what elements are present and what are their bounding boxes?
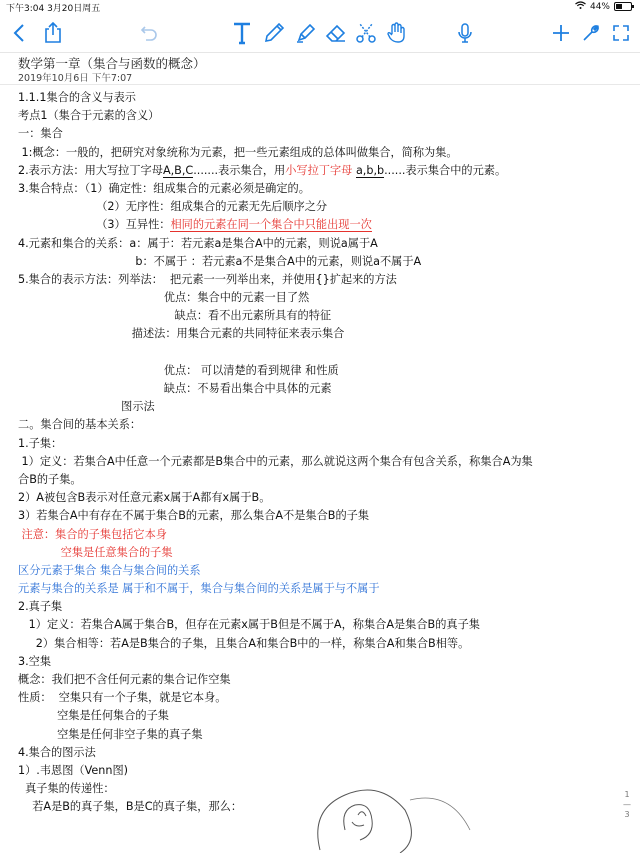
status-bar: [0, 0, 640, 14]
note-text-segment: a,b,b: [355, 163, 385, 177]
note-text-segment: （3）互异性：: [18, 218, 171, 232]
note-text-segment: 1）.韦恩图（Venn图): [18, 763, 129, 777]
note-text-segment: b：不属于 ：若元素a不是集合A中的元素，则说a不属于A: [18, 254, 422, 268]
wrench-icon[interactable]: [578, 18, 604, 48]
note-text-segment: 合B的子集。: [18, 472, 82, 486]
battery-icon: [614, 2, 632, 11]
note-text-segment: 3.空集: [18, 654, 52, 668]
note-text-segment: 二。集合间的基本关系：: [18, 418, 142, 432]
note-text-segment: 3）若集合A中有存在不属于集合B的元素，那么集合A不是集合B的子集: [18, 509, 370, 523]
page-total: 3: [624, 810, 630, 819]
note-text-segment: 2.表示方法：用大写拉丁字母: [18, 163, 163, 177]
note-text-segment: 1）定义：若集合A中任意一个元素都是B集合中的元素，那么就说这两个集合有包含关系，称集合A为集: [18, 454, 533, 468]
scissors-icon[interactable]: [352, 18, 380, 48]
note-line: [18, 544, 618, 562]
note-text-segment: 空集是任何集合的子集: [18, 709, 169, 723]
note-text-segment: A,B,C: [162, 163, 194, 177]
note-text-segment: 区分元素于集合 集合与集合间的关系: [18, 563, 201, 577]
note-line: [18, 380, 618, 398]
back-icon[interactable]: [6, 18, 32, 48]
fullscreen-icon[interactable]: [608, 18, 634, 48]
highlighter-icon[interactable]: [292, 18, 320, 48]
share-icon[interactable]: [40, 18, 66, 48]
note-line: [18, 198, 618, 216]
note-line: [18, 271, 618, 289]
wifi-icon: [575, 1, 586, 12]
note-text-segment: 相同的元素在同一个集合中只能出现一次: [170, 218, 372, 232]
page-divider: —: [623, 800, 631, 809]
hand-icon[interactable]: [382, 18, 410, 48]
note-line: [18, 398, 618, 416]
document-title: 数学第一章（集合与函数的概念）: [18, 56, 206, 71]
note-text-segment: 优点： 可以清楚的看到规律 和性质: [18, 363, 339, 377]
note-line: [18, 125, 618, 143]
page-indicator[interactable]: [622, 790, 632, 820]
note-line: [18, 107, 618, 125]
page-current: 1: [624, 790, 630, 799]
note-line: [18, 598, 618, 616]
note-text-segment: 描述法：用集合元素的共同特征来表示集合: [18, 327, 345, 341]
note-text-segment: 1:概念：一般的，把研究对象统称为元素，把一些元素组成的总体叫做集合，简称为集。: [18, 145, 458, 159]
note-line: [18, 180, 618, 198]
note-line: [18, 344, 618, 362]
note-text-segment: 5.集合的表示方法：列举法： 把元素一一列举出来，并使用{}扩起来的方法: [18, 272, 397, 286]
text-tool-icon[interactable]: [228, 18, 256, 48]
note-line: [18, 471, 618, 489]
note-line: [18, 89, 618, 107]
note-line: [18, 253, 618, 271]
note-text-segment: 3.集合特点：（1）确定性：组成集合的元素必须是确定的。: [18, 181, 310, 195]
note-line: [18, 453, 618, 471]
note-text-segment: 空集是任意集合的子集: [18, 545, 173, 559]
mic-icon[interactable]: [452, 18, 478, 48]
note-line: [18, 416, 618, 434]
note-text-segment: 若A是B的真子集，B是C的真子集，那么：: [18, 800, 243, 814]
note-line: [18, 362, 618, 380]
note-line: [18, 653, 618, 671]
note-text-segment: 1.1.1集合的含义与表示: [18, 91, 136, 104]
note-text-segment: 考点1（集合于元素的含义）: [18, 109, 160, 123]
note-line: [18, 726, 618, 744]
note-line: [18, 671, 618, 689]
undo-icon[interactable]: [136, 18, 162, 48]
note-line: [18, 744, 618, 762]
note-text-segment: 2）集合相等：若A是B集合的子集，且集合A和集合B中的一样，称集合A和集合B相等。: [18, 636, 470, 650]
note-text-segment: 小写拉丁字母: [285, 163, 353, 177]
note-text-segment: 优点：集合中的元素一目了然: [18, 291, 310, 305]
handwritten-doodle: [300, 770, 480, 853]
note-line: [18, 635, 618, 653]
note-text-segment: 性质： 空集只有一个子集，就是它本身。: [18, 691, 227, 705]
pen-icon[interactable]: [260, 18, 288, 48]
note-text-segment: 概念：我们把不含任何元素的集合记作空集: [18, 673, 231, 686]
note-line: [18, 507, 618, 525]
note-line: [18, 526, 618, 544]
note-line: [18, 144, 618, 162]
note-text-segment: 缺点：看不出元素所具有的特征: [18, 309, 332, 323]
note-text-segment: 1.子集：: [18, 436, 63, 450]
add-icon[interactable]: [548, 18, 574, 48]
note-content[interactable]: [18, 89, 618, 817]
note-text-segment: 缺点：不易看出集合中具体的元素: [18, 382, 332, 395]
note-text-segment: 注意：集合的子集包括它本身: [18, 527, 167, 541]
note-line: [18, 435, 618, 453]
note-text-segment: 图示法: [18, 400, 155, 414]
note-line: [18, 489, 618, 507]
note-text-segment: 1）定义：若集合A属于集合B，但存在元素x属于B但是不属于A，称集合A是集合B的真子集: [18, 618, 480, 632]
note-line: [18, 216, 618, 234]
header-divider: [0, 84, 640, 85]
toolbar: [0, 14, 640, 53]
note-text-segment: ......表示集合中的元素。: [384, 163, 507, 177]
note-text-segment: 2）A被包含B表示对任意元素x属于A都有x属于B。: [18, 491, 271, 505]
note-line: [18, 689, 618, 707]
note-text-segment: 4.元素和集合的关系：a：属于：若元素a是集合A中的元素，则说a属于A: [18, 236, 378, 250]
note-text-segment: 元素与集合的关系是 属于和不属于，集合与集合间的关系是属于与不属于: [18, 582, 380, 596]
note-line: [18, 235, 618, 253]
document-date: 2019年10月6日 下午7:07: [18, 73, 133, 84]
note-text-segment: .......表示集合，用: [193, 163, 286, 177]
note-text-segment: 2.真子集: [18, 600, 63, 614]
note-text-segment: 4.集合的图示法: [18, 745, 96, 759]
status-right: [575, 1, 632, 12]
note-line: [18, 162, 618, 180]
note-text-segment: 真子集的传递性：: [18, 782, 115, 796]
eraser-icon[interactable]: [322, 18, 350, 48]
note-text-segment: 一：集合: [18, 127, 63, 141]
note-line: [18, 325, 618, 343]
battery-percent: 44%: [589, 1, 610, 12]
note-line: [18, 562, 618, 580]
note-text-segment: （2）无序性：组成集合的元素无先后顺序之分: [18, 200, 328, 214]
status-time-date: 下午3:04 3月20日周五: [6, 4, 101, 14]
note-line: [18, 289, 618, 307]
note-line: [18, 307, 618, 325]
battery-fill: [616, 4, 622, 9]
note-text-segment: 空集是任何非空子集的真子集: [18, 727, 203, 741]
note-line: [18, 616, 618, 634]
note-line: [18, 707, 618, 725]
note-line: [18, 580, 618, 598]
